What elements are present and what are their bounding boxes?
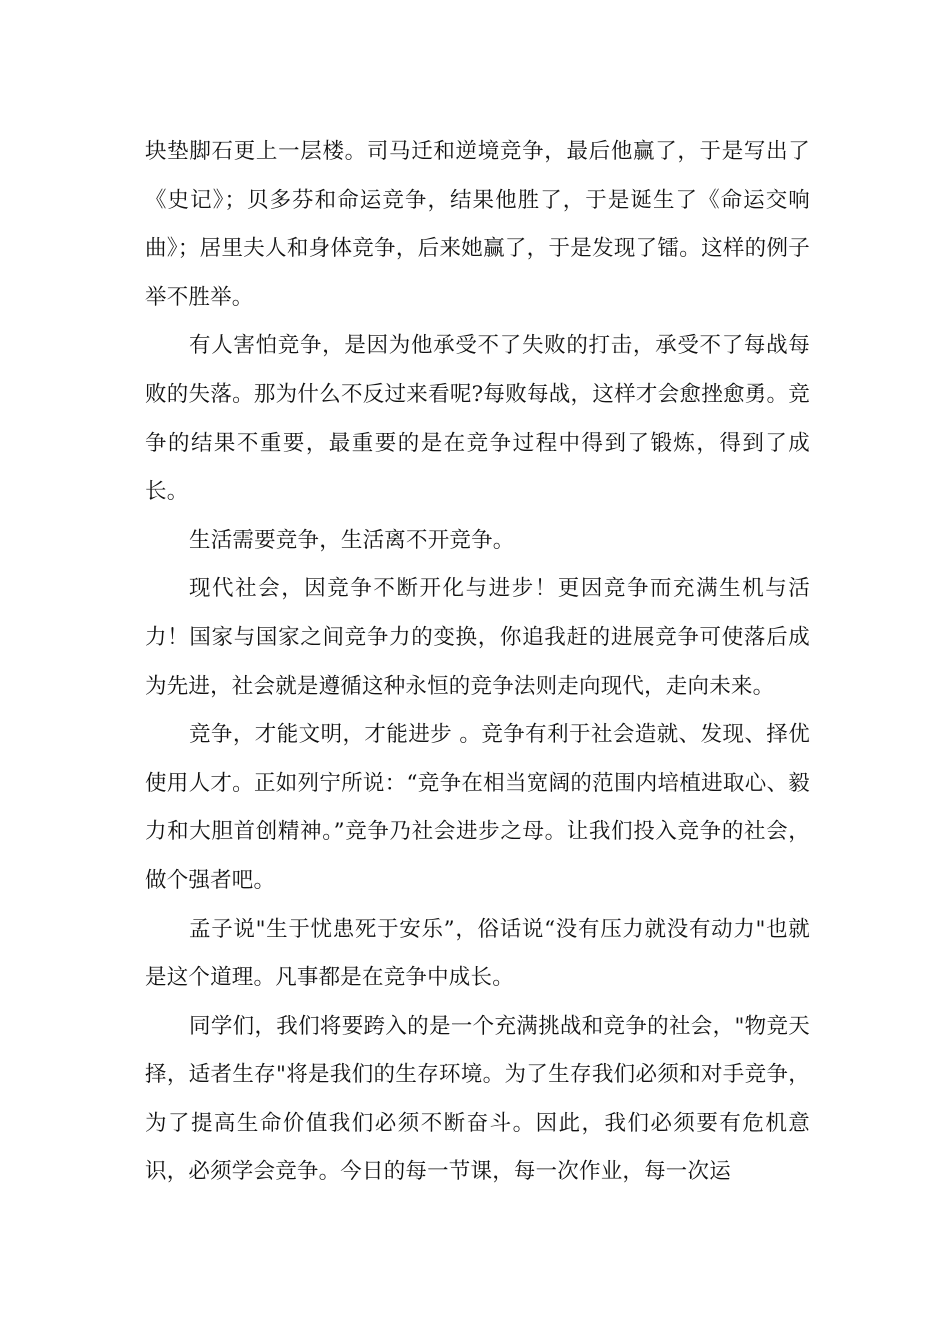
paragraph-2: 有人害怕竞争，是因为他承受不了失败的打击，承受不了每战每败的失落。那为什么不反过来看呢?每败每战，这样才会愈挫愈勇。竞争的结果不重要，最重要的是在竞争过程中得到了锻炼，得到了成长。 bbox=[145, 333, 810, 505]
paragraph-5: 竞争，才能文明，才能进步 。竞争有利于社会造就、发现、择优使用人才。正如列宁所说：“竞争在相当宽阔的范围内培植进取心、毅力和大胆首创精神。”竞争乃社会进步之母。让我们投入竞争的社会，做个强者吧。 bbox=[145, 722, 810, 893]
paragraph-1: 块垫脚石更上一层楼。司马迁和逆境竞争，最后他赢了，于是写出了《史记》；贝多芬和命运竞争，结果他胜了，于是诞生了《命运交响曲》；居里夫人和身体竞争，后来她赢了，于是发现了镭。这样的例子举不胜举。 bbox=[145, 139, 810, 310]
body-text bbox=[145, 128, 810, 1197]
paragraph-6: 孟子说"生于忧患死于安乐”，俗话说“没有压力就没有动力"也就是这个道理。凡事都是在竞争中成长。 bbox=[145, 916, 810, 991]
paragraph-3: 生活需要竞争，生活离不开竞争。 bbox=[189, 527, 515, 553]
paragraph-4: 现代社会，因竞争不断开化与进步！更因竞争而充满生机与活力！国家与国家之间竞争力的变换，你追我赶的进展竞争可使落后成为先进，社会就是遵循这种永恒的竞争法则走向现代，走向未来。 bbox=[145, 576, 810, 699]
paragraph-7: 同学们，我们将要跨入的是一个充满挑战和竞争的社会，"物竞天择，适者生存"将是我们的生存环境。为了生存我们必须和对手竞争，为了提高生命价值我们必须不断奋斗。因此，我们必须要有危机意识，必须学会竞争。今日的每一节课，每一次作业，每一次运 bbox=[145, 1013, 810, 1185]
